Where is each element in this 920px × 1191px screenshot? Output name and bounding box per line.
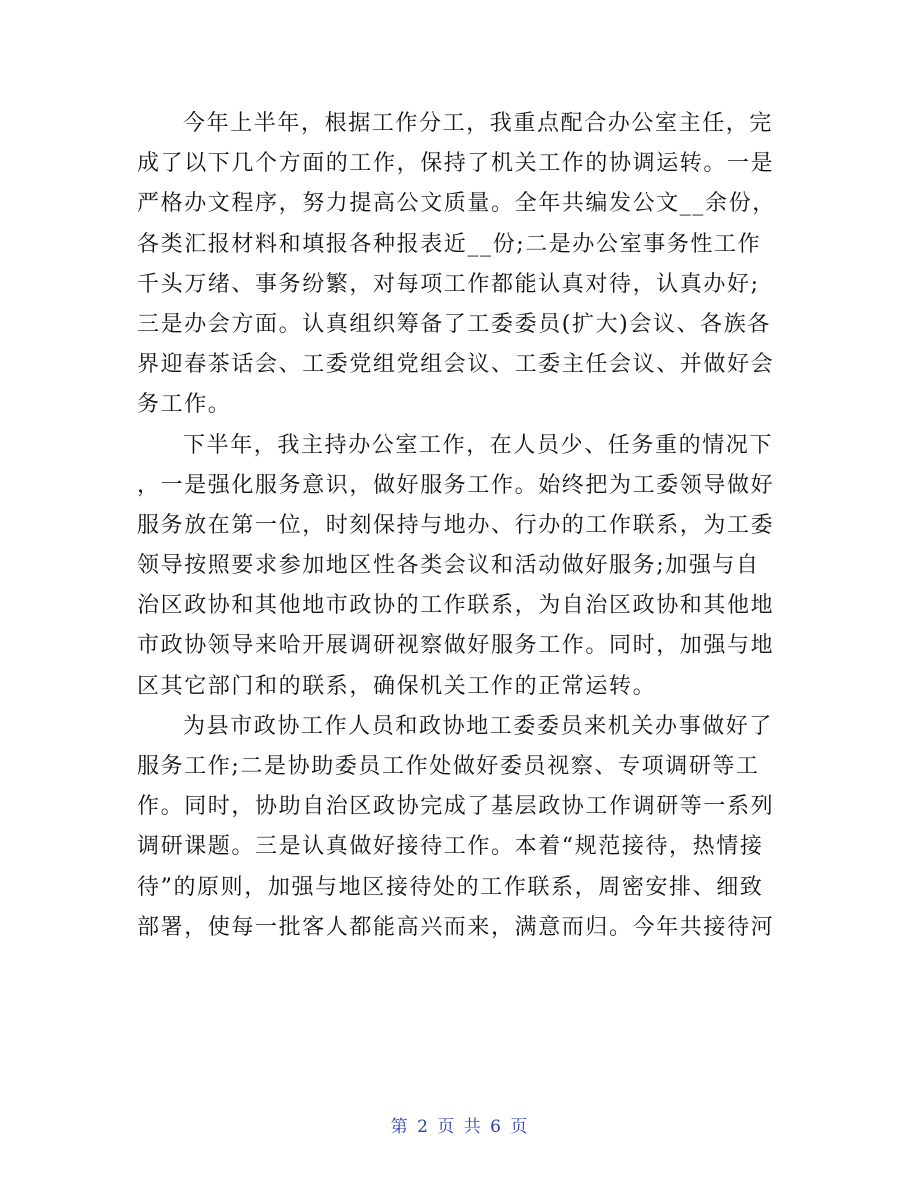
paragraph-2-line-4: 领导按照要求参加地区性各类会议和活动做好服务;加强与自 — [137, 553, 760, 579]
paragraph-1-line-1: 今年上半年，根据工作分工，我重点配合办公室主任，完 — [183, 111, 774, 136]
paragraph-1-line-4: 各类汇报材料和填报各种报表近__份;二是办公室事务性工作 — [137, 231, 762, 257]
document-body — [137, 104, 783, 948]
paragraph-2-line-6: 市政协领导来哈开展调研视察做好服务工作。同时，加强与地 — [137, 633, 775, 659]
paragraph-3-line-5: 待”的原则，加强与地区接待处的工作联系，周密安排、细致 — [137, 874, 764, 900]
paragraph-1-line-7: 界迎春茶话会、工委党组党组会议、工委主任会议、并做好会 — [137, 352, 775, 378]
paragraph-2-line-7: 区其它部门和的联系，确保机关工作的正常运转。 — [137, 673, 657, 699]
paragraph-3-line-1: 为县市政协工作人员和政协地工委委员来机关办事做好了 — [183, 713, 774, 739]
paragraph-2-line-2: ，一是强化服务意识，做好服务工作。始终把为工委领导做好 — [137, 472, 775, 498]
paragraph-3-line-2: 服务工作;二是协助委员工作处做好委员视察、专项调研等工 — [137, 754, 760, 779]
paragraph-3-line-4: 调研课题。三是认真做好接待工作。本着“规范接待，热情接 — [137, 834, 764, 860]
paragraph-1-line-6: 三是办会方面。认真组织筹备了工委委员(扩大)会议、各族各 — [137, 311, 771, 337]
paragraph-1-line-2: 成了以下几个方面的工作，保持了机关工作的协调运转。一是 — [137, 151, 775, 177]
paragraph-1-line-8: 务工作。 — [137, 392, 232, 418]
paragraph-3-line-3: 作。同时，协助自治区政协完成了基层政协工作调研等一系列 — [137, 794, 775, 820]
paragraph-2-line-1: 下半年，我主持办公室工作，在人员少、任务重的情况下 — [183, 432, 774, 458]
paragraph-1-line-5: 千头万绪、事务纷繁，对每项工作都能认真对待，认真办好; — [137, 271, 760, 297]
paragraph-2-line-5: 治区政协和其他地市政协的工作联系，为自治区政协和其他地 — [137, 593, 775, 619]
paragraph-2-line-3: 服务放在第一位，时刻保持与地办、行办的工作联系，为工委 — [137, 512, 775, 538]
paragraph-3-line-6: 部署，使每一批客人都能高兴而来，满意而归。今年共接待河 — [137, 914, 775, 940]
page-number-footer: 第 2 页 共 6 页 — [390, 1117, 530, 1137]
paragraph-1-line-3: 严格办文程序，努力提高公文质量。全年共编发公文__余份， — [137, 191, 776, 217]
